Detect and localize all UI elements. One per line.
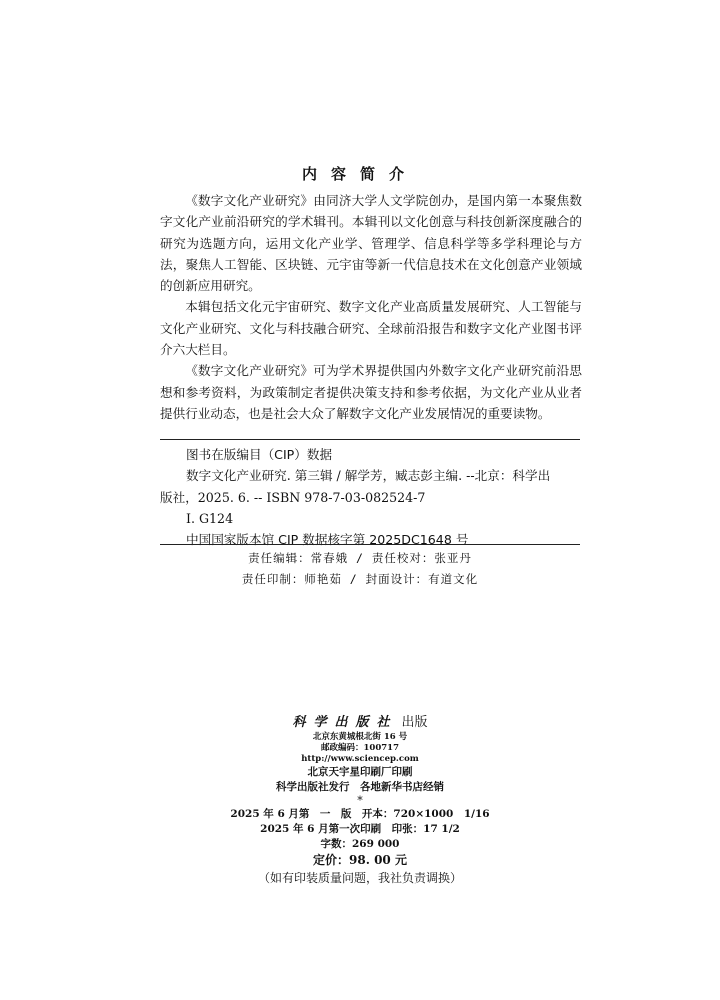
page-title: 内容简介 <box>301 165 418 183</box>
synopsis <box>160 190 582 424</box>
printing-line: 2025 年 6 月第一次印刷 印张：17 1/2 <box>260 823 460 835</box>
cip-block <box>160 444 582 550</box>
cip-data-number: 中国国家版本馆 CIP 数据核字第 2025DC1648 号 <box>186 532 469 548</box>
edition-line: 2025 年 6 月第 一 版 开本：720×1000 1/16 <box>230 808 490 820</box>
cip-header: 图书在版编目（CIP）数据 <box>186 447 333 462</box>
credits-production: 责任印制：师艳茹 / 封面设计：有道文化 <box>241 572 479 586</box>
separator-star: * <box>357 794 363 807</box>
price: 定价：98. 00 元 <box>313 853 407 867</box>
printer: 北京天宇星印刷厂印刷 <box>307 766 413 778</box>
publisher-suffix: 出版 <box>401 715 428 730</box>
publisher-logo: 科学出版社 <box>292 715 398 730</box>
credits-editors: 责任编辑：常春娥 / 责任校对：张亚丹 <box>248 551 472 565</box>
publisher-url: http://www.sciencep.com <box>301 754 419 764</box>
cip-entry: 数字文化产业研究. 第三辑 / 解学芳，臧志彭主编. --北京：科学出 <box>186 468 551 484</box>
synopsis-paragraph: 《数字文化产业研究》可为学术界提供国内外数字文化产业研究前沿思想和参考资料，为政策制定者提供决策支持和参考依据，为文化产业从业者提供行业动态，也是社会大众了解数字文化产业发展情况的重要读物。 <box>160 363 582 421</box>
cip-classification: Ⅰ. G124 <box>186 510 234 526</box>
cip-top-rule <box>160 439 580 440</box>
publisher-line <box>0 714 720 732</box>
publisher-address: 北京东黄城根北街 16 号 <box>312 732 408 742</box>
cip-entry-continued: 版社，2025. 6. -- ISBN 978-7-03-082524-7 <box>160 489 426 505</box>
word-count: 字数：269 000 <box>320 838 400 850</box>
publisher-block <box>0 714 720 887</box>
quality-note: （如有印装质量问题，我社负责调换） <box>257 871 462 885</box>
synopsis-paragraph: 《数字文化产业研究》由同济大学人文学院创办，是国内第一本聚焦数字文化产业前沿研究的学术辑刊。本辑刊以文化创意与科技创新深度融合的研究为选题方向，运用文化产业学、管理学、信息科学等多学科理论与方法，聚焦人工智能、区块链、元宇宙等新一代信息技术在文化创意产业领域的创新应用研究。 <box>160 193 582 294</box>
distribution: 科学出版社发行 各地新华书店经销 <box>276 781 444 793</box>
cip-bottom-rule <box>160 544 580 545</box>
synopsis-paragraph: 本辑包括文化元宇宙研究、数字文化产业高质量发展研究、人工智能与文化产业研究、文化与科技融合研究、全球前沿报告和数字文化产业图书评介六大栏目。 <box>160 299 582 358</box>
credits <box>0 548 720 590</box>
publisher-postcode: 邮政编码：100717 <box>321 743 399 753</box>
